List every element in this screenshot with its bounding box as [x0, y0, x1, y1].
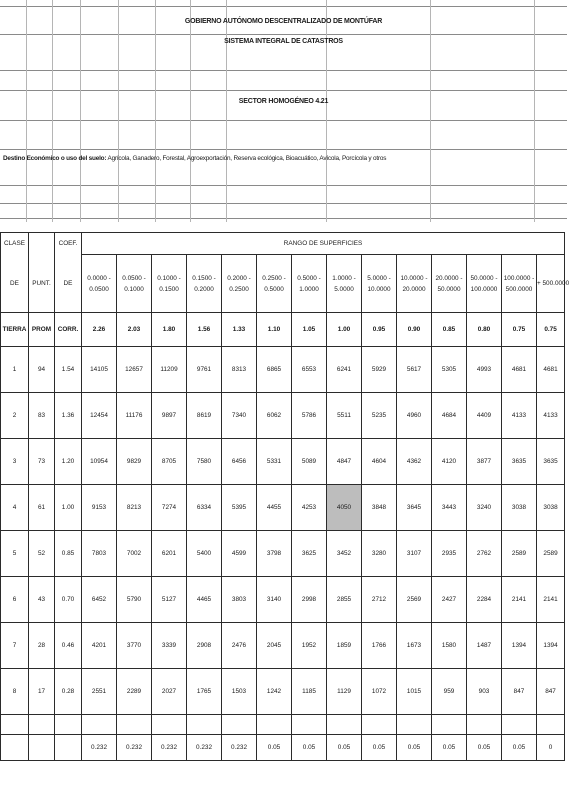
range-to: 0.2500 — [229, 285, 249, 293]
grid-line — [0, 120, 567, 121]
spacer-cell — [257, 715, 292, 735]
value-cell: 8619 — [187, 393, 222, 439]
value-cell: 4604 — [362, 439, 397, 485]
range-from: 5.0000 - — [367, 274, 391, 282]
page-subtitle: SISTEMA INTEGRAL DE CATASTROS — [224, 38, 343, 45]
spacer-cell — [187, 715, 222, 735]
spacer-cell — [537, 715, 565, 735]
value-cell: 1394 — [537, 623, 565, 669]
spacer-cell — [327, 715, 362, 735]
value-cell: 1765 — [187, 669, 222, 715]
range-to: 10.0000 — [367, 285, 391, 293]
range-to: 500.0000 — [505, 285, 533, 293]
grid-line — [0, 6, 567, 7]
footer-blank — [55, 735, 82, 761]
grid-line — [226, 0, 227, 222]
spacer-cell — [82, 715, 117, 735]
value-cell: 903 — [467, 669, 502, 715]
value-cell: 1859 — [327, 623, 362, 669]
value-cell: 5235 — [362, 393, 397, 439]
value-cell: 3038 — [502, 485, 537, 531]
range-header — [327, 255, 362, 313]
header-rango: RANGO DE SUPERFICIES — [82, 233, 565, 255]
value-cell: 2141 — [502, 577, 537, 623]
value-cell: 5511 — [327, 393, 362, 439]
value-cell: 2589 — [537, 531, 565, 577]
range-from: 20.0000 - — [435, 274, 463, 282]
row-clase: 8 — [1, 669, 29, 715]
row-clase: 1 — [1, 347, 29, 393]
coefficient-cell: 1.33 — [222, 313, 257, 347]
footer-cell: 0.05 — [257, 735, 292, 761]
value-cell: 2998 — [292, 577, 327, 623]
range-header — [117, 255, 152, 313]
coefficient-cell: 0.75 — [502, 313, 537, 347]
value-cell: 5305 — [432, 347, 467, 393]
value-cell: 11176 — [117, 393, 152, 439]
range-from: 10.0000 - — [400, 274, 428, 282]
value-cell: 9829 — [117, 439, 152, 485]
table-row — [1, 531, 565, 577]
value-cell: 3452 — [327, 531, 362, 577]
value-cell: 5929 — [362, 347, 397, 393]
spacer-cell — [29, 715, 55, 735]
range-to: 50.0000 — [437, 285, 461, 293]
row-puntaje: 17 — [29, 669, 55, 715]
spacer-cell — [397, 715, 432, 735]
range-header — [187, 255, 222, 313]
row-puntaje: 61 — [29, 485, 55, 531]
range-to: 5.0000 — [334, 285, 354, 293]
range-from: 0.5000 - — [297, 274, 321, 282]
range-from: + 500.0000 — [537, 280, 569, 287]
range-from: 0.2000 - — [227, 274, 251, 282]
value-cell: 4050 — [327, 485, 362, 531]
destino-value: Agrícola, Ganadero, Forestal, Agroexportación, Reserva ecológica, Bioacuático, Avícola, Porcícola y otros — [106, 155, 387, 162]
value-cell: 8313 — [222, 347, 257, 393]
spacer-cell — [55, 715, 82, 735]
value-cell: 10954 — [82, 439, 117, 485]
value-cell: 1952 — [292, 623, 327, 669]
footer-cell: 0.232 — [82, 735, 117, 761]
value-cell: 4465 — [187, 577, 222, 623]
range-from: 100.0000 - — [503, 274, 535, 282]
grid-line — [0, 203, 567, 204]
range-to: 100.0000 — [470, 285, 498, 293]
value-cell: 5331 — [257, 439, 292, 485]
footer-cell: 0.232 — [117, 735, 152, 761]
value-cell: 3798 — [257, 531, 292, 577]
value-cell: 4960 — [397, 393, 432, 439]
coefficient-cell: 2.03 — [117, 313, 152, 347]
value-cell: 4599 — [222, 531, 257, 577]
value-cell: 6201 — [152, 531, 187, 577]
value-cell: 7580 — [187, 439, 222, 485]
row-puntaje: 52 — [29, 531, 55, 577]
value-cell: 4201 — [82, 623, 117, 669]
value-cell: 5617 — [397, 347, 432, 393]
table-row — [1, 439, 565, 485]
value-cell: 3645 — [397, 485, 432, 531]
value-cell: 3848 — [362, 485, 397, 531]
header-de: DE — [1, 255, 29, 313]
range-header — [397, 255, 432, 313]
value-cell: 9897 — [152, 393, 187, 439]
value-cell: 4455 — [257, 485, 292, 531]
grid-line — [155, 0, 156, 222]
footer-cell: 0.05 — [362, 735, 397, 761]
range-from: 0.2500 - — [262, 274, 286, 282]
footer-cell: 0.05 — [467, 735, 502, 761]
value-cell: 4362 — [397, 439, 432, 485]
grid-line — [534, 0, 535, 222]
coefficient-cell: 1.00 — [327, 313, 362, 347]
row-coeficiente: 1.00 — [55, 485, 82, 531]
coefficient-cell: 0.75 — [537, 313, 565, 347]
range-header — [502, 255, 537, 313]
value-cell: 3877 — [467, 439, 502, 485]
value-cell: 4133 — [537, 393, 565, 439]
value-cell: 11209 — [152, 347, 187, 393]
value-cell: 2569 — [397, 577, 432, 623]
footer-cell: 0.05 — [432, 735, 467, 761]
range-header — [222, 255, 257, 313]
range-from: 0.0500 - — [122, 274, 146, 282]
value-cell: 4993 — [467, 347, 502, 393]
coefficient-cell: 0.95 — [362, 313, 397, 347]
value-cell: 12454 — [82, 393, 117, 439]
value-cell: 2762 — [467, 531, 502, 577]
footer-row — [1, 735, 565, 761]
value-cell: 2589 — [502, 531, 537, 577]
row-clase: 7 — [1, 623, 29, 669]
row-coeficiente: 1.54 — [55, 347, 82, 393]
value-cell: 4120 — [432, 439, 467, 485]
grid-line — [430, 0, 431, 222]
grid-line — [0, 90, 567, 91]
value-cell: 5786 — [292, 393, 327, 439]
value-cell: 3443 — [432, 485, 467, 531]
row-puntaje: 73 — [29, 439, 55, 485]
value-cell: 5790 — [117, 577, 152, 623]
row-coeficiente: 0.46 — [55, 623, 82, 669]
table-row — [1, 485, 565, 531]
spacer-cell — [362, 715, 397, 735]
value-cell: 3038 — [537, 485, 565, 531]
value-cell: 3240 — [467, 485, 502, 531]
footer-cell: 0.05 — [327, 735, 362, 761]
value-cell: 3803 — [222, 577, 257, 623]
range-header — [467, 255, 502, 313]
value-cell: 9153 — [82, 485, 117, 531]
value-cell: 1503 — [222, 669, 257, 715]
footer-cell: 0.232 — [187, 735, 222, 761]
header-tierra: TIERRA — [1, 313, 29, 347]
value-cell: 9761 — [187, 347, 222, 393]
value-cell: 4681 — [502, 347, 537, 393]
row-clase: 3 — [1, 439, 29, 485]
footer-cell: 0.232 — [222, 735, 257, 761]
range-from: 1.0000 - — [332, 274, 356, 282]
table-row — [1, 669, 565, 715]
coefficient-cell: 2.26 — [82, 313, 117, 347]
value-cell: 847 — [502, 669, 537, 715]
value-cell: 3635 — [537, 439, 565, 485]
row-coeficiente: 0.70 — [55, 577, 82, 623]
value-cell: 6241 — [327, 347, 362, 393]
value-cell: 5089 — [292, 439, 327, 485]
value-cell: 1580 — [432, 623, 467, 669]
coefficient-cell: 1.05 — [292, 313, 327, 347]
value-cell: 2427 — [432, 577, 467, 623]
value-cell: 2712 — [362, 577, 397, 623]
coefficient-cell: 1.10 — [257, 313, 292, 347]
header-punt: PUNT. — [29, 255, 55, 313]
footer-cell: 0 — [537, 735, 565, 761]
footer-cell: 0.232 — [152, 735, 187, 761]
row-clase: 2 — [1, 393, 29, 439]
grid-line — [52, 0, 53, 222]
value-cell: 2284 — [467, 577, 502, 623]
value-cell: 6334 — [187, 485, 222, 531]
value-cell: 2476 — [222, 623, 257, 669]
spacer-row — [1, 715, 565, 735]
grid-line — [190, 0, 191, 222]
row-coeficiente: 0.85 — [55, 531, 82, 577]
table-row — [1, 577, 565, 623]
value-cell: 2027 — [152, 669, 187, 715]
range-header — [257, 255, 292, 313]
header-corr: CORR. — [55, 313, 82, 347]
value-cell: 6456 — [222, 439, 257, 485]
value-cell: 4681 — [537, 347, 565, 393]
value-cell: 4133 — [502, 393, 537, 439]
coefficient-row — [1, 313, 565, 347]
row-clase: 5 — [1, 531, 29, 577]
range-header — [82, 255, 117, 313]
destino-label: Destino Económico o uso del suelo: — [3, 155, 107, 162]
value-cell: 6865 — [257, 347, 292, 393]
table-row — [1, 347, 565, 393]
row-puntaje: 83 — [29, 393, 55, 439]
grid-line — [0, 70, 567, 71]
footer-cell: 0.05 — [397, 735, 432, 761]
coefficient-cell: 1.80 — [152, 313, 187, 347]
footer-cell: 0.05 — [292, 735, 327, 761]
value-cell: 3625 — [292, 531, 327, 577]
value-cell: 4409 — [467, 393, 502, 439]
table-row — [1, 623, 565, 669]
value-cell: 4847 — [327, 439, 362, 485]
value-cell: 6553 — [292, 347, 327, 393]
valuation-table — [0, 232, 569, 761]
value-cell: 1673 — [397, 623, 432, 669]
value-cell: 3107 — [397, 531, 432, 577]
range-header — [432, 255, 467, 313]
footer-blank — [1, 735, 29, 761]
range-to: 0.5000 — [264, 285, 284, 293]
grid-line — [118, 0, 119, 222]
value-cell: 5127 — [152, 577, 187, 623]
grid-line — [0, 218, 567, 219]
row-coeficiente: 1.36 — [55, 393, 82, 439]
value-cell: 2289 — [117, 669, 152, 715]
coefficient-cell: 0.80 — [467, 313, 502, 347]
value-cell: 3635 — [502, 439, 537, 485]
spacer-cell — [502, 715, 537, 735]
range-to: 20.0000 — [402, 285, 426, 293]
value-cell: 4684 — [432, 393, 467, 439]
range-from: 0.0000 - — [87, 274, 111, 282]
coefficient-cell: 0.85 — [432, 313, 467, 347]
row-puntaje: 94 — [29, 347, 55, 393]
grid-line — [26, 0, 27, 222]
value-cell: 2935 — [432, 531, 467, 577]
footer-cell: 0.05 — [502, 735, 537, 761]
value-cell: 2908 — [187, 623, 222, 669]
value-cell: 8213 — [117, 485, 152, 531]
value-cell: 1394 — [502, 623, 537, 669]
value-cell: 4253 — [292, 485, 327, 531]
range-header — [292, 255, 327, 313]
value-cell: 1766 — [362, 623, 397, 669]
value-cell: 7340 — [222, 393, 257, 439]
spacer-cell — [222, 715, 257, 735]
spacer-cell — [117, 715, 152, 735]
value-cell: 3339 — [152, 623, 187, 669]
range-to: 0.0500 — [89, 285, 109, 293]
header-clase: CLASE — [1, 233, 29, 255]
spacer-cell — [292, 715, 327, 735]
header-prom: PROM — [29, 313, 55, 347]
range-from: 50.0000 - — [470, 274, 498, 282]
grid-line — [0, 185, 567, 186]
range-header — [362, 255, 397, 313]
value-cell: 3770 — [117, 623, 152, 669]
value-cell: 847 — [537, 669, 565, 715]
value-cell: 959 — [432, 669, 467, 715]
range-to: 1.0000 — [299, 285, 319, 293]
row-puntaje: 43 — [29, 577, 55, 623]
spacer-cell — [1, 715, 29, 735]
value-cell: 2551 — [82, 669, 117, 715]
value-cell: 7002 — [117, 531, 152, 577]
header-row-2 — [1, 255, 565, 313]
header-de-2: DE — [55, 255, 82, 313]
footer-blank — [29, 735, 55, 761]
range-header — [152, 255, 187, 313]
grid-line — [326, 0, 327, 222]
value-cell: 6062 — [257, 393, 292, 439]
spacer-cell — [432, 715, 467, 735]
value-cell: 1015 — [397, 669, 432, 715]
grid-line — [80, 0, 81, 222]
value-cell: 2045 — [257, 623, 292, 669]
value-cell: 7274 — [152, 485, 187, 531]
value-cell: 3140 — [257, 577, 292, 623]
value-cell: 1072 — [362, 669, 397, 715]
header-row-1 — [1, 233, 565, 255]
sector-title: SECTOR HOMOGÉNEO 4.21 — [238, 98, 329, 105]
row-coeficiente: 1.20 — [55, 439, 82, 485]
value-cell: 14105 — [82, 347, 117, 393]
row-puntaje: 28 — [29, 623, 55, 669]
page-title: GOBIERNO AUTÓNOMO DESCENTRALIZADO DE MONTÚFAR — [184, 18, 383, 25]
value-cell: 1185 — [292, 669, 327, 715]
spacer-cell — [467, 715, 502, 735]
range-to: 0.1000 — [124, 285, 144, 293]
destino-economico — [3, 155, 386, 162]
grid-line — [0, 34, 567, 35]
row-clase: 4 — [1, 485, 29, 531]
grid-line — [0, 149, 567, 150]
header-coef: COEF. — [55, 233, 82, 255]
header-blank — [29, 233, 55, 255]
row-clase: 6 — [1, 577, 29, 623]
value-cell: 12657 — [117, 347, 152, 393]
row-coeficiente: 0.28 — [55, 669, 82, 715]
value-cell: 8705 — [152, 439, 187, 485]
range-to: 0.2000 — [194, 285, 214, 293]
table-row — [1, 393, 565, 439]
range-header — [537, 255, 569, 313]
value-cell: 1487 — [467, 623, 502, 669]
coefficient-cell: 1.56 — [187, 313, 222, 347]
value-cell: 7803 — [82, 531, 117, 577]
range-from: 0.1000 - — [157, 274, 181, 282]
value-cell: 2141 — [537, 577, 565, 623]
value-cell: 1129 — [327, 669, 362, 715]
value-cell: 1242 — [257, 669, 292, 715]
value-cell: 3280 — [362, 531, 397, 577]
spacer-cell — [152, 715, 187, 735]
range-to: 0.1500 — [159, 285, 179, 293]
value-cell: 5400 — [187, 531, 222, 577]
coefficient-cell: 0.90 — [397, 313, 432, 347]
value-cell: 5395 — [222, 485, 257, 531]
range-from: 0.1500 - — [192, 274, 216, 282]
value-cell: 6452 — [82, 577, 117, 623]
value-cell: 2855 — [327, 577, 362, 623]
